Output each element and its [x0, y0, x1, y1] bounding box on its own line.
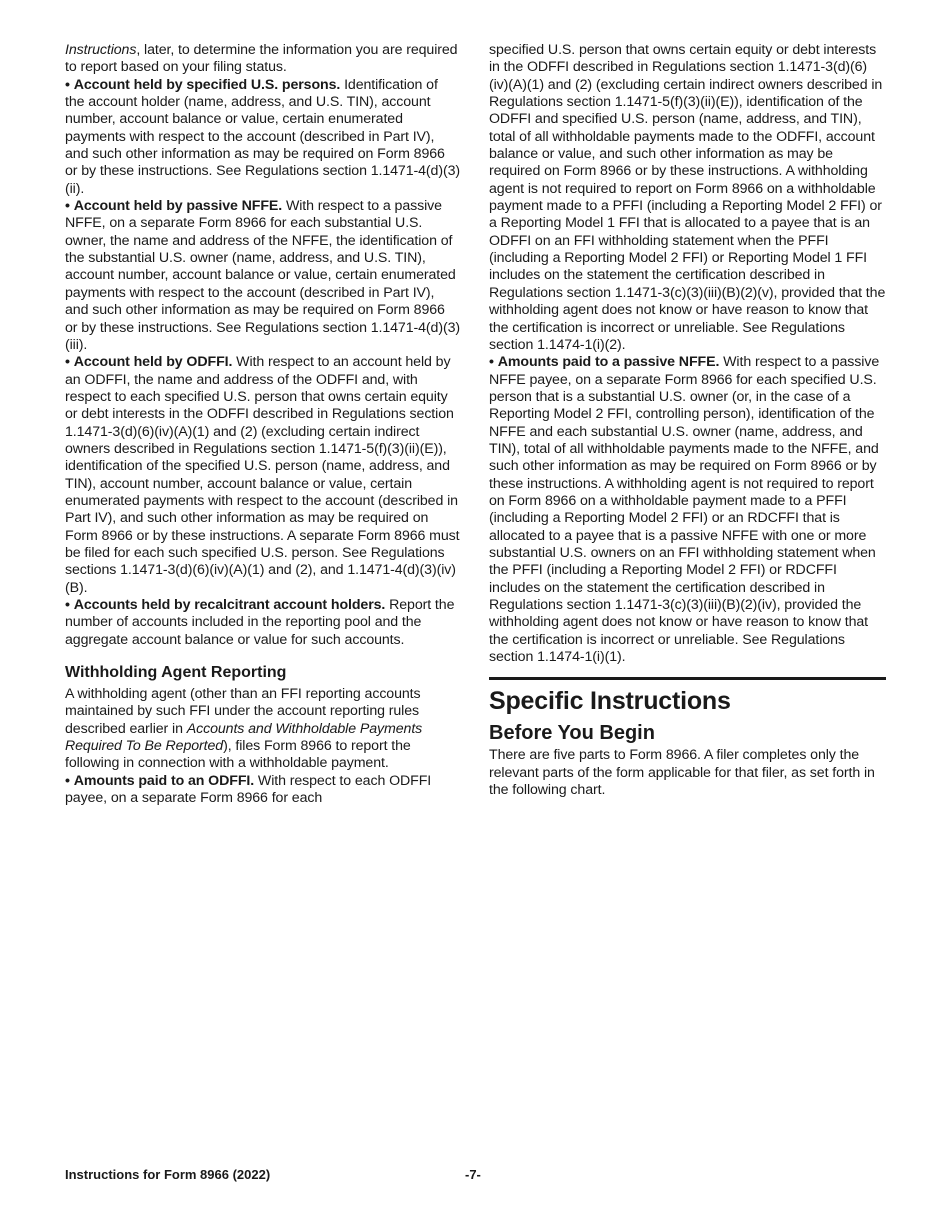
intro-paragraph: Instructions, later, to determine the information you are required to report based on your filing status. [65, 42, 458, 76]
right-column [489, 42, 886, 799]
footer-title: Instructions for Form 8966 (2022) [65, 1167, 271, 1182]
bullet-icon: • [65, 76, 74, 93]
bullet-item: • Account held by specified U.S. persons. Identification of the account holder (name, address, and U.S. TIN), account number, account balance or value, certain enumerated payments with respect to the account (described in Part IV), and such other information as may be required on Form 8966 or by these instructions. See Regulations section 1.1471-4(d)(3)(ii). [65, 76, 461, 197]
withholding-agent-paragraph: A withholding agent (other than an FFI reporting accounts maintained by such FFI under the account reporting rules described earlier in Accounts and Withholdable Payments Required To Be Reported), files Form 8966 to report the following in connection with a withholdable payment. [65, 686, 423, 772]
specific-instructions-heading: Specific Instructions [489, 687, 731, 716]
bullet-icon: • [65, 354, 74, 371]
continued-paragraph: specified U.S. person that owns certain equity or debt interests in the ODFFI described in Regulations section 1.1471-3(d)(6)(iv)(A)(1) and (2) (excluding certain indirect owners described in Regulations section 1.1471-5(f)(3)(ii)(E)), identification of the ODFFI and specified U.S. person (name, address, and TIN), total of all withholdable payments made to the ODFFI, account balance or value, and such other information as may be required on Form 8966 or by these instructions. A withholding agent is not required to report on Form 8966 on a withholdable payment made to a PFFI (including a Reporting Model 2 FFI) or a Reporting Model 1 FFI that is allocated to a payee that is an ODFFI on an FFI withholding statement when the PFFI (including a Reporting Model 2 FFI) or Reporting Model 1 FFI includes on the statement the certification described in Regulations section 1.1471-3(c)(3)(iii)(B)(2)(v), provided that the withholding agent does not know or have reason to know that the certification is incorrect or unreliable. See Regulations section 1.1474-1(i)(2). [489, 42, 886, 353]
before-you-begin-paragraph: There are five parts to Form 8966. A filer completes only the relevant parts of the form applicable for that filer, as set forth in the following chart. [489, 747, 875, 799]
bullet-icon: • [65, 597, 74, 613]
bullet-icon: • [65, 772, 74, 789]
left-column [65, 42, 461, 807]
bullet-item: • Amounts paid to a passive NFFE. With respect to a passive NFFE payee, on a separate Form 8966 for each specified U.S. person that is a substantial U.S. owner (or, in the case of a Reporting Model 2 FFI, controlling person), identification of the NFFE and each substantial U.S. owner (name, address, and TIN), total of all withholdable payments made to the NFFE, and such other information as may be required on Form 8966 or by these instructions. A withholding agent is not required to report on Form 8966 on a withholdable payment made to a PFFI (including a Reporting Model 2 FFI) or an RDCFFI that is allocated to a payee that is a passive NFFE with one or more substantial U.S. owners on an FFI withholding statement when the PFFI (including a Reporting Model 2 FFI) or RDCFFI includes on the statement the certification described in Regulations section 1.1471-3(c)(3)(iii)(B)(2)(iv), provided the withholding agent does not know or have reason to know that the certification is incorrect or unreliable. See Regulations section 1.1474-1(i)(1). [489, 354, 880, 666]
page-number: -7- [465, 1167, 481, 1182]
bullet-item: • Accounts held by recalcitrant account holders. Report the number of accounts included in the reporting pool and the aggregate account balance or value for such accounts. [65, 597, 455, 648]
bullet-item: • Account held by ODFFI. With respect to an account held by an ODFFI, the name and address of the ODFFI and, with respect to each specified U.S. person that owns certain equity or debt interests in the ODFFI described in Regulations section 1.1471-3(d)(6)(iv)(A)(1) and (2) (excluding certain indirect owners described in Regulations section 1.1471-5(f)(3)(ii)(E)), identification of the specified U.S. person (name, address, and TIN), account number, account balance or value, certain enumerated payments with respect to the account (described in Part IV), and such other information as may be required on Form 8966 or by these instructions. A separate Form 8966 must be filed for each such specified U.S. person. See Regulations sections 1.1471-3(d)(6)(iv)(A)(1) and (2), and 1.1471-4(d)(3)(iv)(B). [65, 354, 460, 596]
before-you-begin-heading: Before You Begin [489, 722, 655, 745]
withholding-agent-heading: Withholding Agent Reporting [65, 664, 287, 682]
bullet-icon: • [65, 198, 74, 215]
section-divider [489, 677, 886, 680]
bullet-item: • Amounts paid to an ODFFI. With respect to each ODFFI payee, on a separate Form 8966 for each [65, 772, 432, 807]
bullet-icon: • [489, 354, 498, 371]
bullet-item: • Account held by passive NFFE. With respect to a passive NFFE, on a separate Form 8966 for each substantial U.S. owner, the name and address of the NFFE, the identification of the substantial U.S. owner (name, address, and U.S. TIN), account number, account balance or value, certain enumerated payments with respect to the account (described in Part IV), and such other information as may be required on Form 8966 or by these instructions. See Regulations section 1.1471-4(d)(3)(iii). [65, 198, 461, 353]
